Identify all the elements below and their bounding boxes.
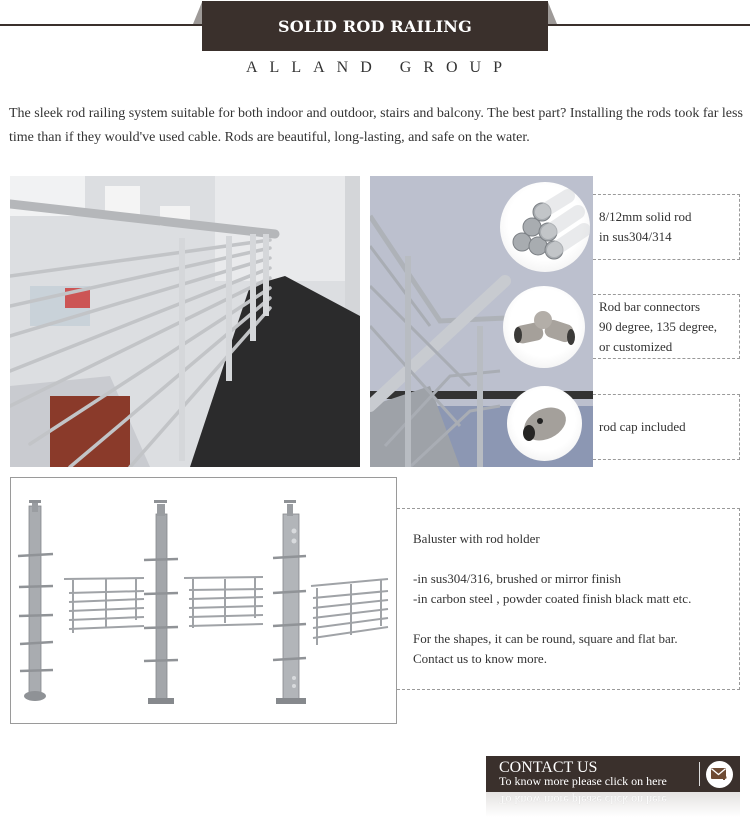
spacer [413,609,739,629]
header-tab-right-bevel [548,2,557,24]
contact-subtitle: To know more please click on here [499,774,667,788]
callout-line: or customized [599,338,673,354]
contact-us-button[interactable] [486,756,740,792]
rod-connector-graphic [503,286,585,368]
callout-line: rod cap included [599,419,686,434]
mail-icon[interactable] [706,761,733,788]
header-banner [202,1,548,51]
balcony-rod-railing-photo [10,176,360,467]
page-title: SOLID ROD RAILING [278,16,472,36]
callout-line: 8/12mm solid rod [599,209,692,224]
callout-solid-rod [593,194,740,260]
callout-rod-cap [593,394,740,460]
baluster-title: Baluster with rod holder [413,531,540,546]
reflection-text: To know more please click on here [499,793,667,807]
callout-line: 90 degree, 135 degree, [599,318,718,334]
balcony-scene-graphic [10,176,360,467]
contact-title: CONTACT US [499,759,598,776]
callout-line: in sus304/314 [599,229,672,244]
solid-rods-image [500,182,590,272]
baluster-contact-note: Contact us to know more. [413,651,547,666]
divider [699,762,700,786]
baluster-description [397,508,740,690]
callout-line: Rod bar connectors [599,298,701,314]
header-tab-left-bevel [193,2,202,24]
spacer [413,549,739,569]
callout-connectors [593,294,740,359]
baluster-variants-photo [10,477,397,724]
rod-connector-image [503,286,585,368]
rod-cap-graphic [507,386,582,461]
baluster-material-stainless: -in sus304/316, brushed or mirror finish [413,571,621,586]
brand-name: ALLAND GROUP [246,59,514,76]
solid-rods-graphic [500,182,590,272]
baluster-shapes: For the shapes, it can be round, square and flat bar. [413,631,678,646]
contact-reflection [486,792,740,817]
baluster-variants-graphic [11,478,396,723]
rod-cap-image [507,386,582,461]
envelope-glyph [711,768,728,781]
intro-paragraph: The sleek rod railing system suitable for both indoor and outdoor, stairs and balcony. The best part? Installing the rods took far less time than if they would've used cable. Rods are beautiful, long-lasting, and safe on the water. [9,106,743,145]
baluster-material-carbon: -in carbon steel , powder coated finish black matt etc. [413,591,692,606]
